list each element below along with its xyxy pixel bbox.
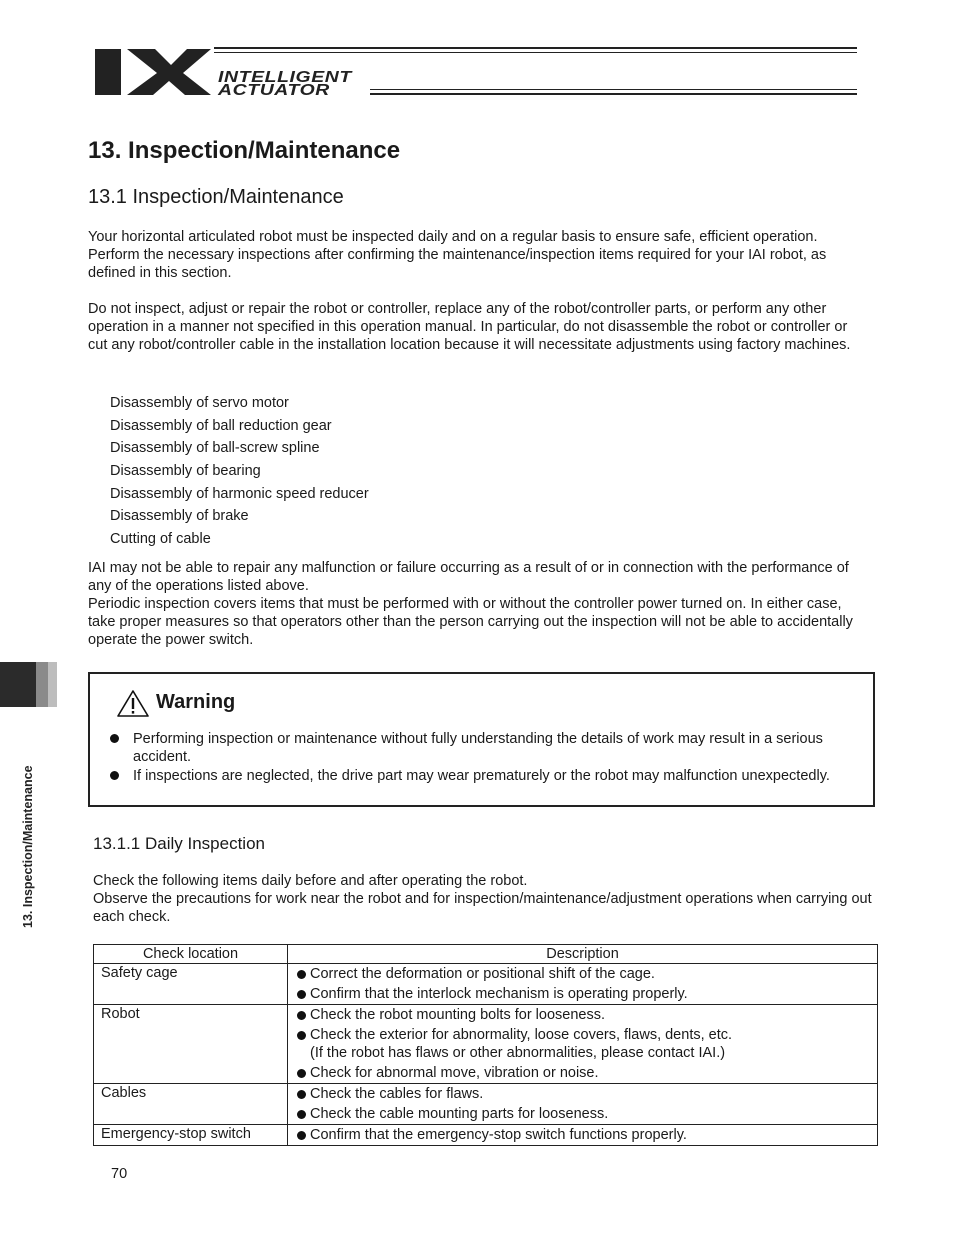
check-item: Check the robot mounting bolts for looseness. xyxy=(288,1006,877,1024)
chapter-tab-stripe xyxy=(36,662,48,707)
check-description xyxy=(288,964,878,1005)
check-item: Check the cable mounting parts for looseness. xyxy=(288,1105,877,1123)
warning-title: Warning xyxy=(156,691,236,713)
header-rule xyxy=(214,47,857,49)
check-item: Check the cables for flaws. xyxy=(288,1085,877,1103)
warning-item xyxy=(110,730,850,766)
check-item: Confirm that the emergency-stop switch functions properly. xyxy=(288,1126,877,1144)
list-item: Cutting of cable xyxy=(110,531,211,548)
bullet-icon xyxy=(297,1031,306,1040)
table-row xyxy=(94,1125,878,1146)
warning-item xyxy=(110,767,850,803)
bullet-icon xyxy=(297,990,306,999)
check-description xyxy=(288,1125,878,1146)
table-row xyxy=(94,964,878,1005)
bullet-icon xyxy=(297,1011,306,1020)
logo-wordmark xyxy=(218,71,352,97)
warning-triangle-icon xyxy=(116,689,150,718)
bullet-icon xyxy=(297,1069,306,1078)
side-chapter-label: 13. Inspection/Maintenance xyxy=(21,765,35,928)
bullet-icon xyxy=(297,1131,306,1140)
table-header-row xyxy=(94,945,878,964)
subsection-title: 13.1.1 Daily Inspection xyxy=(93,834,265,853)
check-item: Confirm that the interlock mechanism is operating properly. xyxy=(288,985,877,1003)
check-location: Emergency-stop switch xyxy=(94,1125,288,1146)
bullet-icon xyxy=(297,970,306,979)
periodic-inspection-paragraph: Periodic inspection covers items that must be performed with or without the controller power turned on. In either case, take proper measures so that operators other than the person carrying out the inspection will not be able to accidentally operate the power switch. xyxy=(88,596,853,648)
bullet-icon xyxy=(297,1110,306,1119)
header-rule xyxy=(214,52,857,53)
page-number: 70 xyxy=(111,1166,128,1182)
bullet-icon xyxy=(110,734,119,743)
repair-note-paragraph: IAI may not be able to repair any malfunction or failure occurring as a result of or in connection with the performance of any of the operations listed above. xyxy=(88,560,849,594)
prohibited-operations-list xyxy=(110,394,369,553)
daily-inspection-table xyxy=(93,944,878,1146)
header-rule xyxy=(370,93,857,95)
check-item: Correct the deformation or positional shift of the cage. xyxy=(288,965,877,983)
list-item: Disassembly of servo motor xyxy=(110,395,289,411)
intro-paragraph-2: Do not inspect, adjust or repair the robot or controller, replace any of the robot/controller parts, or perform any other operation in a manner not specified in this operation manual. In particular, do not disassemble the robot or controller or cut any robot/controller cable in the installation location because it will necessitate adjustments using factory machines. xyxy=(88,301,851,353)
bullet-icon xyxy=(297,1090,306,1099)
intro-paragraph-1: Your horizontal articulated robot must be inspected daily and on a regular basis to ensure safe, efficient operation. Perform the necessary inspections after confirming the maintenance/inspection items required for your IAI robot, as defined in this section. xyxy=(88,229,827,281)
section-title: 13.1 Inspection/Maintenance xyxy=(88,186,344,208)
table-row xyxy=(94,1005,878,1084)
check-location: Cables xyxy=(94,1084,288,1125)
chapter-tab-stripe xyxy=(48,662,57,707)
header-rule xyxy=(370,89,857,90)
list-item: Disassembly of ball reduction gear xyxy=(110,417,332,434)
table-row xyxy=(94,1084,878,1125)
check-item: Check for abnormal move, vibration or noise. xyxy=(288,1064,877,1082)
chapter-tab xyxy=(0,662,36,707)
list-item: Disassembly of brake xyxy=(110,508,249,525)
check-item: Check the exterior for abnormality, loose covers, flaws, dents, etc. (If the robot has flaws or other abnormalities, please contact IAI.) xyxy=(288,1026,877,1062)
warning-item-text: Performing inspection or maintenance without fully understanding the details of work may result in a serious accident. xyxy=(133,731,823,765)
column-header: Description xyxy=(288,945,878,964)
warning-item-text: If inspections are neglected, the drive part may wear prematurely or the robot may malfunction unexpectedly. xyxy=(133,768,830,784)
check-location: Robot xyxy=(94,1005,288,1084)
list-item: Disassembly of harmonic speed reducer xyxy=(110,485,369,502)
column-header: Check location xyxy=(94,945,288,964)
daily-paragraph-1: Check the following items daily before and after operating the robot. xyxy=(93,873,528,889)
check-location: Safety cage xyxy=(94,964,288,1005)
daily-paragraph-2: Observe the precautions for work near the robot and for inspection/maintenance/adjustment operations when carrying out each check. xyxy=(93,891,872,925)
logo-line-2: ACTUATOR xyxy=(218,82,330,99)
ix-logo-mark xyxy=(93,47,213,97)
bullet-icon xyxy=(110,771,119,780)
check-description xyxy=(288,1005,878,1084)
check-description xyxy=(288,1084,878,1125)
page-title: 13. Inspection/Maintenance xyxy=(88,137,401,164)
list-item: Disassembly of bearing xyxy=(110,463,261,480)
check-note: (If the robot has flaws or other abnormalities, please contact IAI.) xyxy=(310,1045,726,1061)
list-item: Disassembly of ball-screw spline xyxy=(110,440,320,457)
logo-line-1: INTELLIGENT xyxy=(218,69,352,86)
